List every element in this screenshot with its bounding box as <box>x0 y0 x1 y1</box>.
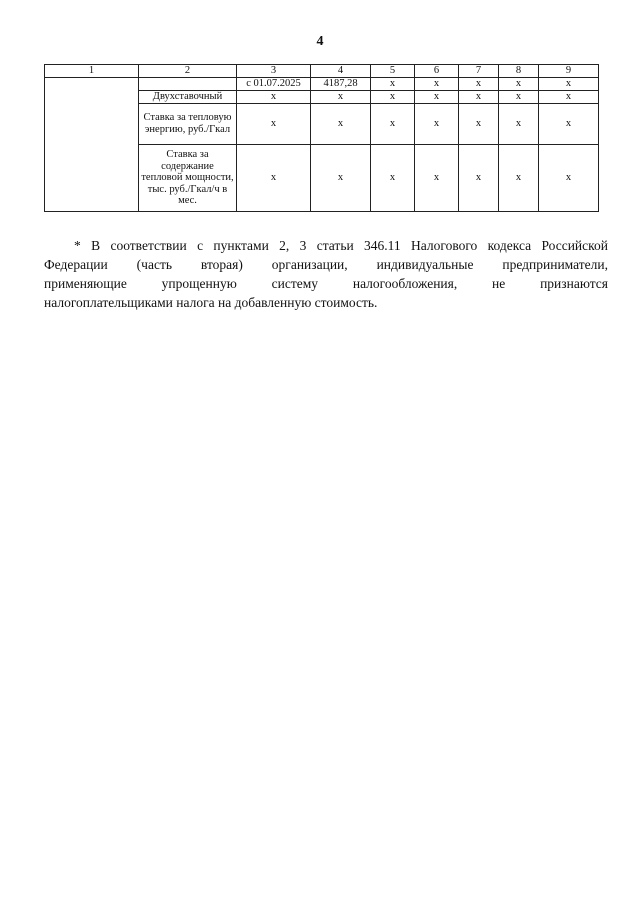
header-cell-2: 2 <box>139 65 237 78</box>
table-cell: х <box>371 145 415 212</box>
footnote-line: налогоплательщиками налога на добавленную стоимость. <box>44 295 378 310</box>
table-cell-empty-col2 <box>139 78 237 91</box>
table-cell: х <box>371 78 415 91</box>
header-cell-6: 6 <box>415 65 459 78</box>
table-cell: х <box>415 145 459 212</box>
table-cell: х <box>459 104 499 145</box>
header-cell-9: 9 <box>539 65 599 78</box>
table-cell: х <box>311 104 371 145</box>
header-cell-8: 8 <box>499 65 539 78</box>
table-cell: х <box>459 145 499 212</box>
header-cell-4: 4 <box>311 65 371 78</box>
table-cell: х <box>311 145 371 212</box>
table-cell: х <box>499 104 539 145</box>
table-cell: х <box>499 78 539 91</box>
table-cell: х <box>459 78 499 91</box>
table-row-date <box>45 78 599 91</box>
table-cell: х <box>499 91 539 104</box>
table-cell: х <box>415 104 459 145</box>
header-cell-3: 3 <box>237 65 311 78</box>
table-cell: х <box>415 78 459 91</box>
table-cell: х <box>539 91 599 104</box>
table-cell: х <box>371 104 415 145</box>
tariff-table <box>44 64 599 212</box>
table-cell: х <box>371 91 415 104</box>
header-cell-7: 7 <box>459 65 499 78</box>
table-cell: х <box>539 145 599 212</box>
table-cell: х <box>499 145 539 212</box>
table-cell: х <box>459 91 499 104</box>
header-cell-1: 1 <box>45 65 139 78</box>
footnote <box>44 236 608 312</box>
table-cell: х <box>539 78 599 91</box>
value-cell: 4187,28 <box>311 78 371 91</box>
table-header-row <box>45 65 599 78</box>
footnote-line: * В соответствии с пунктами 2, 3 статьи 346.11 Налогового кодекса Российской <box>74 238 608 253</box>
table-cell: х <box>415 91 459 104</box>
date-cell: с 01.07.2025 <box>237 78 311 91</box>
table-cell: х <box>237 91 311 104</box>
table-cell: х <box>311 91 371 104</box>
row-label-capacity-rate: Ставка за содержание тепловой мощности, тыс. руб./Гкал/ч в мес. <box>139 145 237 212</box>
table-cell: х <box>539 104 599 145</box>
footnote-line: Федерации (часть вторая) организации, индивидуальные предприниматели, <box>44 257 608 272</box>
page-number: 4 <box>316 34 324 49</box>
row-label-two-part: Двухставочный <box>139 91 237 104</box>
table-cell: х <box>237 145 311 212</box>
table-cell-empty-col1 <box>45 78 139 212</box>
row-label-energy-rate: Ставка за тепловую энергию, руб./Гкал <box>139 104 237 145</box>
header-cell-5: 5 <box>371 65 415 78</box>
footnote-line: применяющие упрощенную систему налогообложения, не признаются <box>44 276 608 291</box>
table-cell: х <box>237 104 311 145</box>
